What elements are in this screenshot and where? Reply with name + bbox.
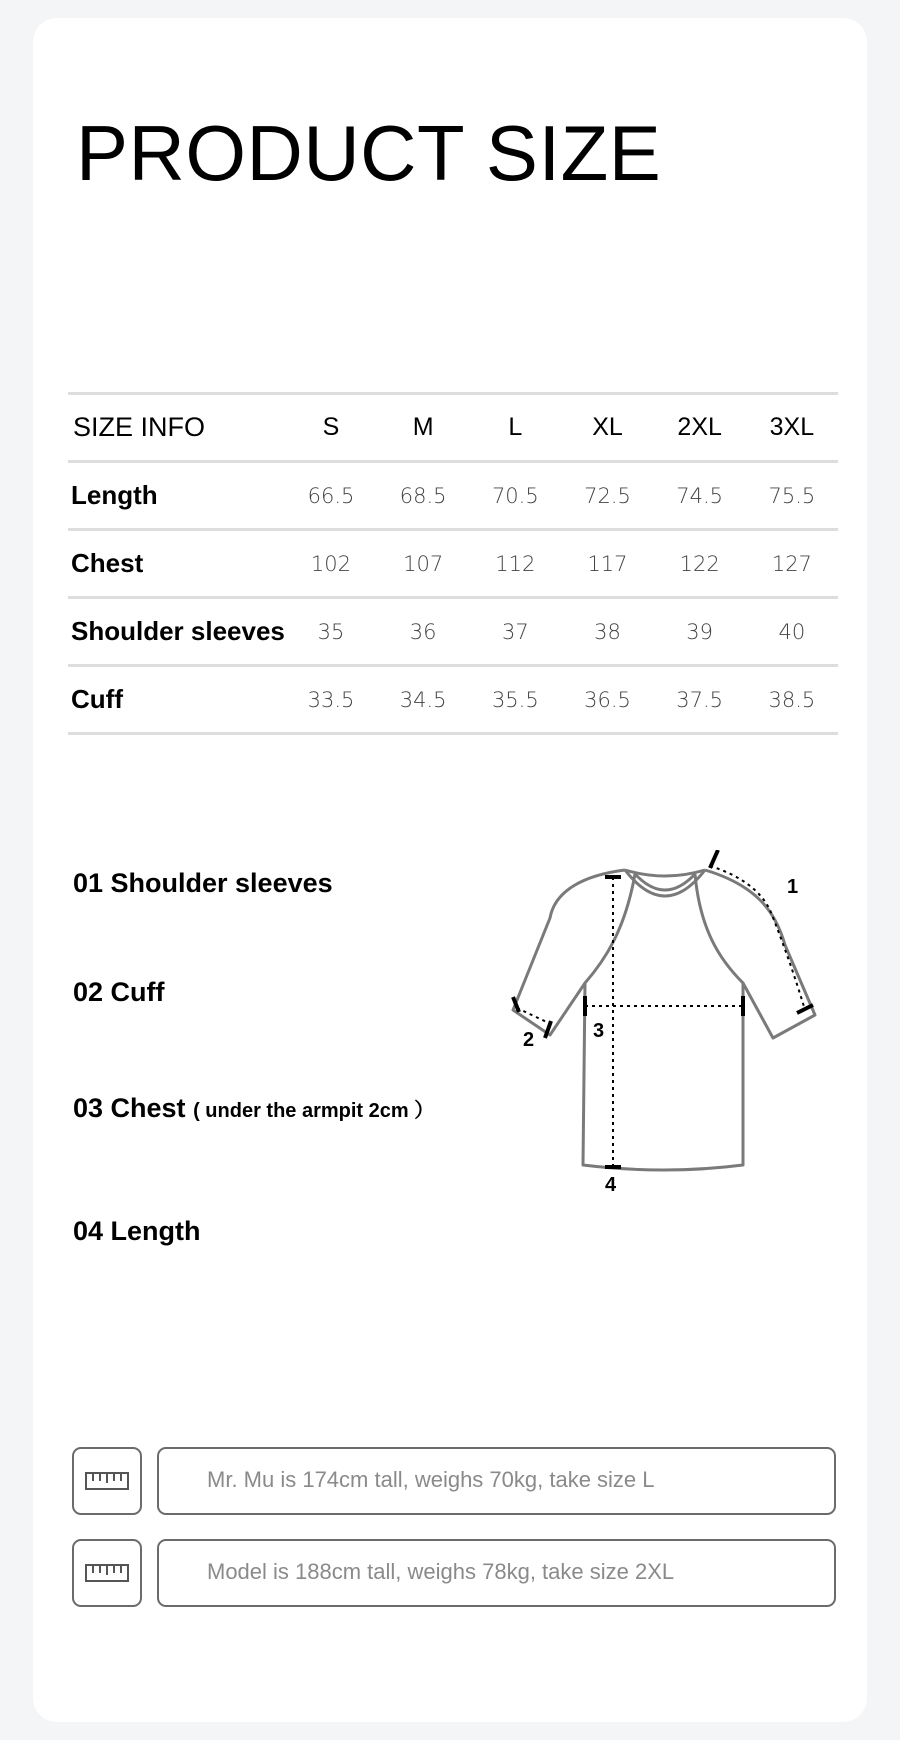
table-cell: 37.5 bbox=[676, 687, 724, 712]
measurement-label: 02 Cuff bbox=[73, 977, 165, 1007]
marker-label: 4 bbox=[605, 1174, 617, 1196]
table-cell: 35 bbox=[317, 619, 345, 644]
measurement-note: ( under the armpit 2cm ） bbox=[193, 1100, 435, 1122]
table-cell: 117 bbox=[587, 551, 628, 576]
row-label: Length bbox=[71, 480, 158, 510]
row-label: Chest bbox=[71, 548, 144, 578]
measurement-item-cuff bbox=[73, 977, 165, 1008]
table-header-cell: XL bbox=[592, 413, 623, 441]
row-label: Cuff bbox=[71, 684, 123, 714]
tshirt-outline-icon bbox=[513, 870, 815, 1170]
table-row bbox=[68, 598, 838, 666]
table-row bbox=[68, 530, 838, 598]
table-header-cell: SIZE INFO bbox=[73, 412, 206, 442]
table-header-cell: 3XL bbox=[769, 413, 815, 441]
size-table bbox=[68, 392, 838, 735]
table-cell: 33.5 bbox=[307, 687, 355, 712]
table-cell: 72.5 bbox=[584, 483, 631, 508]
table-cell: 122 bbox=[679, 551, 720, 576]
model-hint-box bbox=[157, 1539, 836, 1607]
table-cell: 102 bbox=[310, 551, 352, 576]
table-header-cell: S bbox=[322, 413, 340, 441]
model-hint-row bbox=[72, 1539, 836, 1607]
measurement-label: 04 Length bbox=[73, 1216, 201, 1246]
table-cell: 68.5 bbox=[399, 483, 447, 508]
table-cell: 75.5 bbox=[768, 483, 816, 508]
marker-label: 3 bbox=[593, 1020, 605, 1042]
ruler-icon bbox=[72, 1539, 142, 1607]
table-header-cell: M bbox=[412, 413, 434, 441]
row-label: Shoulder sleeves bbox=[71, 616, 285, 646]
table-cell: 38.5 bbox=[768, 687, 816, 712]
model-hint-box bbox=[157, 1447, 836, 1515]
table-cell: 34.5 bbox=[399, 687, 447, 712]
table-cell: 107 bbox=[403, 551, 444, 576]
measurement-item-shoulder-sleeves bbox=[73, 868, 333, 899]
model-hint-text: Mr. Mu is 174cm tall, weighs 70kg, take size L bbox=[207, 1467, 655, 1492]
table-cell: 40 bbox=[778, 619, 806, 644]
table-cell: 70.5 bbox=[491, 483, 539, 508]
model-hint-row bbox=[72, 1447, 836, 1515]
table-cell: 112 bbox=[495, 551, 536, 576]
measurement-label: 01 Shoulder sleeves bbox=[73, 868, 333, 898]
table-row bbox=[68, 666, 838, 734]
table-cell: 37 bbox=[501, 619, 529, 644]
table-cell: 36.5 bbox=[584, 687, 631, 712]
tshirt-diagram bbox=[505, 850, 850, 1200]
table-header-row bbox=[68, 394, 838, 462]
marker-label: 1 bbox=[787, 876, 799, 898]
table-row bbox=[68, 462, 838, 530]
ruler-icon bbox=[72, 1447, 142, 1515]
table-cell: 36 bbox=[409, 619, 437, 644]
table-header-cell: L bbox=[508, 413, 523, 441]
measurement-item-length bbox=[73, 1216, 201, 1247]
table-cell: 127 bbox=[771, 551, 812, 576]
table-cell: 35.5 bbox=[491, 687, 539, 712]
measurement-label: 03 Chest bbox=[73, 1093, 186, 1123]
table-header-cell: 2XL bbox=[677, 413, 722, 441]
marker-label: 2 bbox=[523, 1029, 535, 1051]
table-cell: 39 bbox=[686, 619, 714, 644]
table-cell: 74.5 bbox=[676, 483, 724, 508]
measurement-item-chest bbox=[73, 1093, 434, 1124]
table-cell: 66.5 bbox=[307, 483, 355, 508]
page-title: PRODUCT SIZE bbox=[76, 109, 662, 197]
table-cell: 38 bbox=[594, 619, 621, 644]
model-hint-text: Model is 188cm tall, weighs 78kg, take size 2XL bbox=[207, 1559, 675, 1584]
